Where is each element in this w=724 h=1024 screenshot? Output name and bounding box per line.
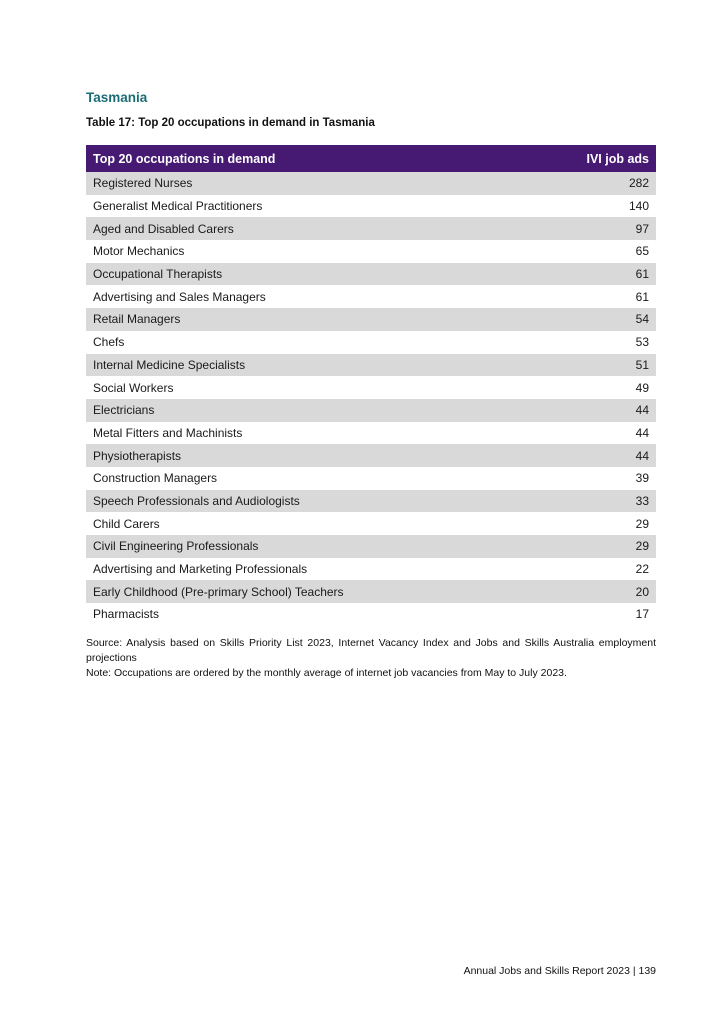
occupation-cell: Internal Medicine Specialists bbox=[86, 354, 552, 377]
column-header-occupations: Top 20 occupations in demand bbox=[86, 145, 552, 172]
table-row bbox=[86, 376, 656, 399]
ivi-job-ads-cell: 140 bbox=[552, 195, 656, 218]
occupations-table bbox=[86, 145, 656, 626]
ivi-job-ads-cell: 22 bbox=[552, 558, 656, 581]
ivi-job-ads-cell: 33 bbox=[552, 490, 656, 513]
occupation-cell: Physiotherapists bbox=[86, 444, 552, 467]
table-row bbox=[86, 512, 656, 535]
occupation-cell: Early Childhood (Pre-primary School) Teachers bbox=[86, 580, 552, 603]
ivi-job-ads-cell: 61 bbox=[552, 285, 656, 308]
page-content bbox=[86, 90, 656, 681]
table-row bbox=[86, 240, 656, 263]
ivi-job-ads-cell: 49 bbox=[552, 376, 656, 399]
table-header bbox=[86, 145, 656, 172]
ivi-job-ads-cell: 282 bbox=[552, 172, 656, 195]
occupation-cell: Metal Fitters and Machinists bbox=[86, 422, 552, 445]
ivi-job-ads-cell: 53 bbox=[552, 331, 656, 354]
ivi-job-ads-cell: 44 bbox=[552, 399, 656, 422]
table-row bbox=[86, 467, 656, 490]
ivi-job-ads-cell: 17 bbox=[552, 603, 656, 626]
ivi-job-ads-cell: 51 bbox=[552, 354, 656, 377]
occupation-cell: Social Workers bbox=[86, 376, 552, 399]
table-row bbox=[86, 490, 656, 513]
occupation-cell: Electricians bbox=[86, 399, 552, 422]
occupation-cell: Chefs bbox=[86, 331, 552, 354]
occupation-cell: Registered Nurses bbox=[86, 172, 552, 195]
table-row bbox=[86, 580, 656, 603]
occupation-cell: Generalist Medical Practitioners bbox=[86, 195, 552, 218]
occupation-cell: Motor Mechanics bbox=[86, 240, 552, 263]
ivi-job-ads-cell: 97 bbox=[552, 217, 656, 240]
table-row bbox=[86, 195, 656, 218]
occupation-cell: Pharmacists bbox=[86, 603, 552, 626]
occupation-cell: Speech Professionals and Audiologists bbox=[86, 490, 552, 513]
page-footer: Annual Jobs and Skills Report 2023 | 139 bbox=[463, 965, 656, 977]
occupation-cell: Child Carers bbox=[86, 512, 552, 535]
table-row bbox=[86, 558, 656, 581]
table-header-row bbox=[86, 145, 656, 172]
occupation-cell: Aged and Disabled Carers bbox=[86, 217, 552, 240]
occupation-cell: Occupational Therapists bbox=[86, 263, 552, 286]
occupation-cell: Construction Managers bbox=[86, 467, 552, 490]
table-row bbox=[86, 172, 656, 195]
ivi-job-ads-cell: 39 bbox=[552, 467, 656, 490]
occupation-cell: Advertising and Sales Managers bbox=[86, 285, 552, 308]
ivi-job-ads-cell: 29 bbox=[552, 512, 656, 535]
ivi-job-ads-cell: 61 bbox=[552, 263, 656, 286]
table-body bbox=[86, 172, 656, 626]
table-row bbox=[86, 263, 656, 286]
table-row bbox=[86, 422, 656, 445]
occupation-cell: Advertising and Marketing Professionals bbox=[86, 558, 552, 581]
table-row bbox=[86, 331, 656, 354]
ivi-job-ads-cell: 29 bbox=[552, 535, 656, 558]
table-title: Table 17: Top 20 occupations in demand in Tasmania bbox=[86, 117, 375, 129]
ivi-job-ads-cell: 65 bbox=[552, 240, 656, 263]
table-row bbox=[86, 354, 656, 377]
table-row bbox=[86, 285, 656, 308]
ordering-note: Note: Occupations are ordered by the monthly average of internet job vacancies from May to July 2023. bbox=[86, 666, 567, 679]
occupation-cell: Civil Engineering Professionals bbox=[86, 535, 552, 558]
ivi-job-ads-cell: 20 bbox=[552, 580, 656, 603]
occupation-cell: Retail Managers bbox=[86, 308, 552, 331]
ivi-job-ads-cell: 44 bbox=[552, 422, 656, 445]
table-row bbox=[86, 308, 656, 331]
table-row bbox=[86, 603, 656, 626]
table-notes bbox=[86, 636, 656, 681]
table-row bbox=[86, 399, 656, 422]
source-note: Source: Analysis based on Skills Priority List 2023, Internet Vacancy Index and Jobs and Skills Australia employment projections bbox=[86, 636, 656, 664]
table-row bbox=[86, 217, 656, 240]
ivi-job-ads-cell: 44 bbox=[552, 444, 656, 467]
table-row bbox=[86, 535, 656, 558]
section-heading: Tasmania bbox=[86, 90, 148, 105]
ivi-job-ads-cell: 54 bbox=[552, 308, 656, 331]
column-header-ivi-job-ads: IVI job ads bbox=[552, 145, 656, 172]
table-row bbox=[86, 444, 656, 467]
